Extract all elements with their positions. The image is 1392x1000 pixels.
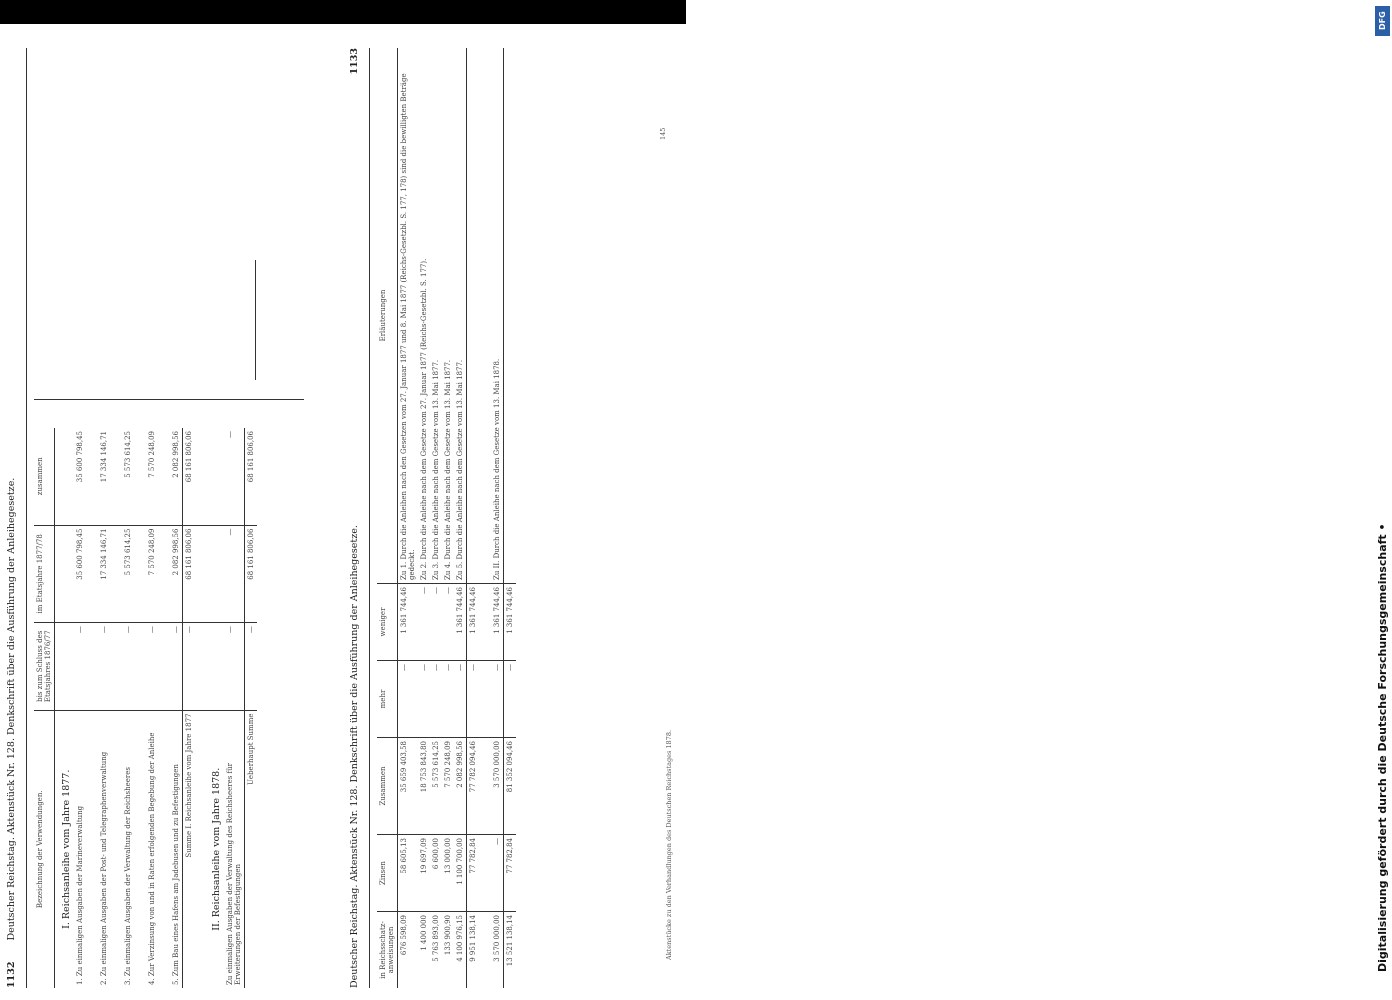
col-header-total: zusammen [34, 428, 55, 525]
note: Zu 4. Durch die Anleihe nach dem Gesetze vom 13. Mai 1877. [442, 48, 454, 584]
cell: 68 161 806,06 [245, 428, 258, 525]
cell: 17 334 146,71 [86, 428, 110, 525]
cell: — [86, 623, 110, 710]
cell: 17 334 146,71 [86, 525, 110, 623]
cell: — [504, 661, 517, 738]
cell: — [224, 428, 245, 525]
cell: 77 782,84 [504, 835, 517, 912]
cell: — [442, 661, 454, 738]
cell: 6 600,00 [430, 835, 442, 912]
table-row [74, 428, 86, 988]
table-row [418, 48, 430, 988]
cell: 1 361 744,46 [504, 584, 517, 661]
left-table-rule [255, 260, 256, 380]
col-header-notes: Erläuterungen [377, 48, 398, 584]
col-header-current: im Etatsjahre 1877/78 [34, 525, 55, 623]
cell: 2 082 998,56 [158, 428, 183, 525]
sum-row [183, 428, 196, 988]
cell: — [158, 623, 183, 710]
cell: — [418, 584, 430, 661]
dfg-credit-text: Digitalisierung gefördert durch die Deutsche Forschungsgemeinschaft • [1376, 523, 1389, 972]
sum-label: Ueberhaupt Summe [245, 710, 258, 988]
cell: 5 573 614,25 [430, 738, 442, 835]
right-header-title: Deutscher Reichstag. Aktenstück Nr. 128. Denkschrift über die Ausführung der Anleihegesetze. [349, 525, 360, 988]
cell: 35 600 798,45 [74, 428, 86, 525]
row-label: 2. Zu einmaligen Ausgaben der Post- und Telegraphenverwaltung [100, 751, 108, 985]
cell: 1 361 744,46 [479, 584, 504, 661]
table-row [134, 428, 158, 988]
dfg-logo: DFG [1375, 6, 1390, 36]
cell: 58 605,13 [398, 835, 419, 912]
cell: 13 000,00 [442, 835, 454, 912]
cell: 81 352 094,46 [504, 738, 517, 835]
left-page-number: 1132 [6, 961, 17, 988]
cell: — [430, 661, 442, 738]
cell: 68 161 806,06 [245, 525, 258, 623]
cell: 1 400 000 [420, 915, 428, 951]
cell: 5 573 614,25 [110, 428, 134, 525]
cell: 18 753 843,80 [418, 738, 430, 835]
cell: 5 763 893,00 [432, 915, 440, 962]
table-row [479, 48, 504, 988]
cell: 133 900,90 [444, 915, 452, 956]
table-row [430, 48, 442, 988]
cell: 1 361 744,46 [454, 584, 467, 661]
col-header-interest: Zinsen [377, 835, 398, 912]
cell: — [183, 623, 196, 710]
col-header-treasury: in Reichsschatz-anweisungen [377, 912, 398, 989]
cell: — [74, 623, 86, 710]
row-label: 4. Zur Verzinsung von und in Raten erfolgenden Begebung der Anleihe [148, 732, 156, 985]
top-scan-border [0, 0, 686, 24]
col-header-more: mehr [377, 661, 398, 738]
sum-row [467, 48, 480, 988]
right-table [377, 48, 516, 988]
cell: 7 570 248,09 [134, 428, 158, 525]
cell: — [467, 661, 480, 738]
cell: 77 782,84 [467, 835, 480, 912]
row-label: Zu einmaligen Ausgaben der Verwaltung des Reichsheeres für Erweiterungen der Befestigungen [226, 763, 242, 985]
table-row [224, 428, 245, 988]
row-label: 3. Zu einmaligen Ausgaben der Verwaltung der Reichsheeres [124, 767, 132, 985]
table-row [398, 48, 419, 988]
row-label: 1. Zu einmaligen Ausgaben der Marineverwaltung [76, 805, 84, 985]
cell: — [454, 661, 467, 738]
cell: 35 659 403,58 [398, 738, 419, 835]
left-section-2: II. Reichsanleihe vom Jahre 1878. [211, 767, 222, 931]
cell: — [442, 584, 454, 661]
cell: 4 100 976,15 [456, 915, 464, 962]
cell: 2 082 998,56 [454, 738, 467, 835]
sum-label: Summe I. Reichsanleihe vom Jahre 1877 [183, 710, 196, 988]
right-page-number: 1133 [349, 48, 360, 75]
cell: 5 573 614,25 [110, 525, 134, 623]
left-table-rule [34, 399, 304, 400]
cell: 7 570 248,09 [134, 525, 158, 623]
cell: 68 161 806,06 [183, 525, 196, 623]
cell: 9 951 138,14 [467, 912, 480, 989]
right-page [343, 24, 686, 1000]
dfg-sidebar [686, 0, 1389, 1000]
table-row [158, 428, 183, 988]
left-section-1: I. Reichsanleihe vom Jahre 1877. [61, 769, 72, 929]
sum-row [504, 48, 517, 988]
col-header-prior: bis zum Schluss des Etatsjahres 1876/77 [34, 623, 55, 710]
cell: 35 600 798,45 [74, 525, 86, 623]
cell: 77 782 094,46 [467, 738, 480, 835]
cell: — [134, 623, 158, 710]
cell: 68 161 806,06 [183, 428, 196, 525]
cell: — [430, 584, 442, 661]
note: Zu 2. Durch die Anleihe nach dem Gesetze vom 27. Januar 1877 (Reichs-Gesetzbl. S. 177). [418, 48, 430, 584]
note: Zu 5. Durch die Anleihe nach dem Gesetze vom 13. Mai 1877. [454, 48, 467, 584]
cell: — [479, 661, 504, 738]
cell: 2 082 998,56 [158, 525, 183, 623]
col-header-description: Bezeichnung der Verwendungen. [34, 710, 55, 988]
right-footnote: Aktenstücke zu den Verhandlungen des Deutschen Reichstages 1878. [665, 729, 673, 960]
cell: 676 598,09 [400, 915, 408, 956]
table-row [110, 428, 134, 988]
cell: — [224, 623, 245, 710]
left-page-header [6, 48, 27, 988]
table-row [454, 48, 467, 988]
cell: 13 521 138,14 [504, 912, 517, 989]
col-header-less: weniger [377, 584, 398, 661]
cell: — [398, 661, 419, 738]
left-page [0, 24, 343, 1000]
col-header-sum: Zusammen [377, 738, 398, 835]
table-row [86, 428, 110, 988]
right-page-header [349, 48, 370, 988]
note: Zu 1. Durch die Anleihen nach den Gesetzen vom 27. Januar 1877 und 8. Mai 1877 (Reichs-Gesetzbl. S. 177, 178) sind die bewilligten Beträge gedeckt. [398, 48, 419, 584]
cell: 19 697,09 [418, 835, 430, 912]
note: Zu II. Durch die Anleihe nach dem Gesetze vom 13. Mai 1878. [479, 48, 504, 584]
cell: 7 570 248,09 [442, 738, 454, 835]
cell: 1 361 744,46 [398, 584, 419, 661]
cell: — [110, 623, 134, 710]
sum-row [245, 428, 258, 988]
cell: — [479, 835, 504, 912]
note: Zu 3. Durch die Anleihe nach dem Gesetze vom 13. Mai 1877. [430, 48, 442, 584]
left-table [34, 428, 257, 988]
row-label: 5. Zum Bau eines Hafens am Jadebusen und zu Befestigungen [172, 764, 180, 985]
left-header-title: Deutscher Reichstag. Aktenstück Nr. 128. Denkschrift über die Ausführung der Anleihegesetze. [6, 477, 17, 941]
cell: 3 570 000,00 [493, 915, 501, 962]
cell: 3 570 000,00 [479, 738, 504, 835]
cell: — [245, 623, 258, 710]
right-page-mark: 145 [659, 127, 667, 140]
cell: 1 361 744,46 [467, 584, 480, 661]
cell: — [224, 525, 245, 623]
cell: — [418, 661, 430, 738]
cell: 1 100 700,00 [454, 835, 467, 912]
table-row [442, 48, 454, 988]
